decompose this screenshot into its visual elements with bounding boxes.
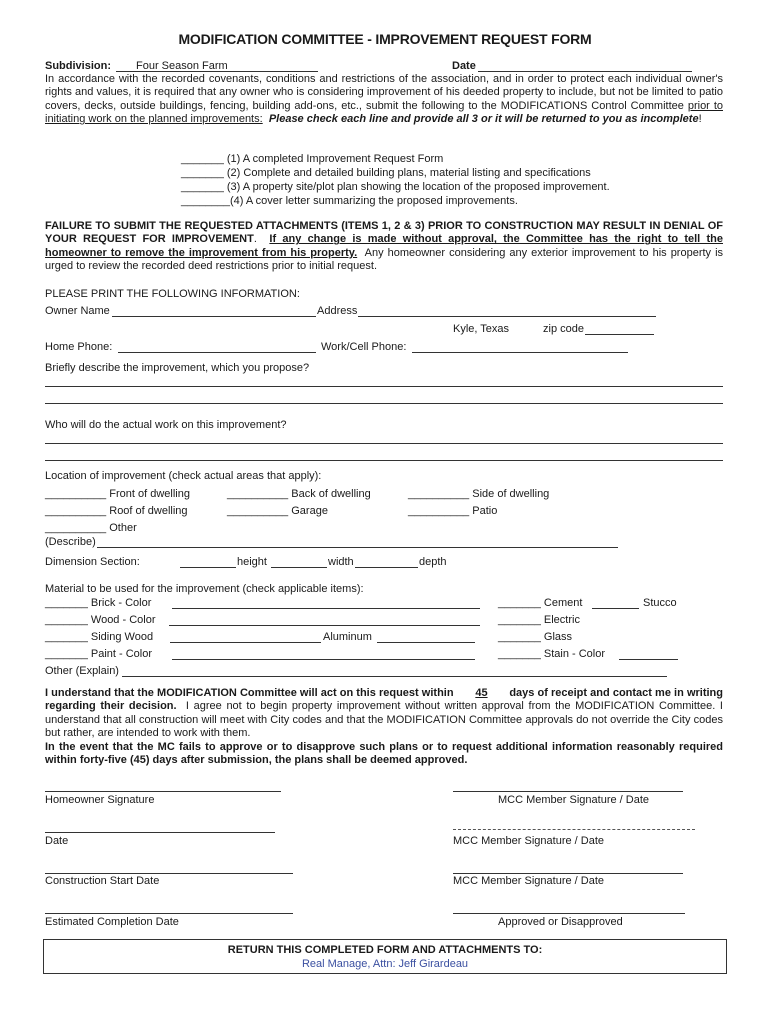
city-label: Kyle, Texas — [453, 323, 510, 335]
material-heading: Material to be used for the improvement (check applicable items): — [45, 583, 364, 595]
zip-field[interactable] — [585, 334, 654, 335]
homeowner-signature-label: Homeowner Signature — [45, 794, 155, 806]
agreement-bold-c: In the event that the MC fails to approve or to disapprove such plans or to request additional information reasonably required within forty-five (45) days after submission, the plans shall be deemed approved. — [45, 740, 723, 767]
subdivision-value[interactable]: Four Season Farm — [136, 60, 228, 72]
wood-color-field[interactable] — [169, 625, 480, 626]
who-field-line[interactable] — [45, 460, 723, 461]
location-describe-field[interactable] — [97, 547, 618, 548]
checklist-item[interactable]: ________(4) A cover letter summarizing the proposed improvements. — [181, 195, 518, 207]
agreement-plain: I agree not to begin property improvement without written approval from the MODIFICATION Committee. I understand that all construction will meet with City codes and that the MODIFICATION Committee approvals do not override the City codes but rather, are intended to work with them. — [45, 700, 723, 740]
work-phone-field[interactable] — [412, 352, 628, 353]
mcc-signature-label-2: MCC Member Signature / Date — [453, 835, 604, 847]
address-field[interactable] — [358, 316, 656, 317]
agreement-days: 45 — [475, 687, 488, 699]
material-cement[interactable]: _______ Cement — [498, 597, 583, 609]
mcc-signature-line-2[interactable] — [453, 829, 695, 830]
address-label: Address — [317, 305, 358, 317]
warning-paragraph — [45, 220, 723, 274]
who-field-line[interactable] — [45, 443, 723, 444]
work-phone-label: Work/Cell Phone: — [321, 341, 407, 353]
mcc-signature-label-3: MCC Member Signature / Date — [453, 875, 604, 887]
intro-end: ! — [698, 113, 702, 126]
location-front[interactable]: __________ Front of dwelling — [45, 488, 190, 500]
location-side[interactable]: __________ Side of dwelling — [408, 488, 550, 500]
date-signature-line[interactable] — [45, 832, 275, 833]
date-label: Date — [452, 60, 476, 72]
depth-field[interactable] — [355, 567, 418, 568]
material-other-field[interactable] — [122, 676, 667, 677]
return-label: RETURN THIS COMPLETED FORM AND ATTACHMENTS TO: — [227, 944, 543, 956]
width-field[interactable] — [271, 567, 327, 568]
completion-date-line[interactable] — [45, 913, 293, 914]
home-phone-field[interactable] — [118, 352, 316, 353]
construction-start-label: Construction Start Date — [45, 875, 160, 887]
warning-rest: Any homeowner considering any exterior improvement to his property is urged to review the recorded deed restrictions prior to initial request. — [45, 246, 724, 273]
return-recipient: Real Manage, Attn: Jeff Girardeau — [301, 958, 469, 970]
material-siding[interactable]: _______ Siding Wood — [45, 631, 154, 643]
location-garage[interactable]: __________ Garage — [227, 505, 328, 517]
date-signature-label: Date — [45, 835, 69, 847]
agreement-bold-b: days of receipt and contact me in writing regarding their decision. — [45, 687, 723, 713]
stain-color-field[interactable] — [619, 659, 678, 660]
homeowner-signature-line[interactable] — [45, 791, 281, 792]
subdivision-label: Subdivision: — [45, 60, 111, 72]
date-field-line[interactable] — [478, 71, 692, 72]
material-brick[interactable]: _______ Brick - Color — [45, 597, 152, 609]
location-heading: Location of improvement (check actual areas that apply): — [45, 470, 322, 482]
mcc-signature-line[interactable] — [453, 791, 683, 792]
aluminum-field[interactable] — [377, 642, 475, 643]
stucco-blank[interactable] — [592, 608, 639, 609]
intro-underlined: prior to initiating work on the planned improvements: — [45, 99, 723, 126]
material-stucco[interactable]: Stucco — [643, 597, 677, 609]
height-field[interactable] — [180, 567, 236, 568]
height-label: height — [237, 556, 267, 568]
agreement-paragraph — [45, 687, 723, 767]
dimension-label: Dimension Section: — [45, 556, 140, 568]
width-label: width — [328, 556, 354, 568]
describe-field-line[interactable] — [45, 386, 723, 387]
location-describe-label: (Describe) — [45, 536, 96, 548]
checklist-item[interactable]: _______ (3) A property site/plot plan showing the location of the proposed improvement. — [181, 181, 610, 193]
who-question: Who will do the actual work on this improvement? — [45, 419, 287, 431]
location-roof[interactable]: __________ Roof of dwelling — [45, 505, 188, 517]
intro-emphasis: Please check each line and provide all 3 or it will be returned to you as — [268, 113, 638, 126]
material-aluminum[interactable]: Aluminum — [323, 631, 372, 643]
intro-text: In accordance with the recorded covenants, conditions and restrictions of the association, and in order to protect each individual owner's rights and values, it is required that any owner who is considering improvement of his deeded property to include, but not be limited to patio covers, decks, outside buildings, fencing, building add-ons, etc., submit the following to the MODIFICATIONS Control Committee — [45, 73, 723, 112]
warning-change: If any change is made without approval, the Committee has the right to tell the homeowner to remove the improvement from his property. — [45, 233, 723, 259]
checklist-item[interactable]: _______ (1) A completed Improvement Request Form — [181, 153, 444, 165]
material-stain[interactable]: _______ Stain - Color — [498, 648, 606, 660]
paint-color-field[interactable] — [172, 659, 475, 660]
warning-bold: FAILURE TO SUBMIT THE REQUESTED ATTACHMENTS (ITEMS 1, 2 & 3) PRIOR TO CONSTRUCTION MAY RESULT IN DENIAL OF YOUR REQUEST FOR IMPROVEMENT — [45, 220, 723, 246]
construction-start-line[interactable] — [45, 873, 293, 874]
material-wood[interactable]: _______ Wood - Color — [45, 614, 156, 626]
agreement-bold-a: I understand that the MODIFICATION Committee will act on this request within — [45, 687, 454, 699]
approval-label: Approved or Disapproved — [498, 916, 623, 928]
material-other-label: Other (Explain) — [45, 665, 119, 677]
material-glass[interactable]: _______ Glass — [498, 631, 573, 643]
describe-field-line[interactable] — [45, 403, 723, 404]
material-paint[interactable]: _______ Paint - Color — [45, 648, 153, 660]
describe-question: Briefly describe the improvement, which you propose? — [45, 362, 310, 374]
owner-name-field[interactable] — [112, 316, 316, 317]
home-phone-label: Home Phone: — [45, 341, 113, 353]
owner-name-label: Owner Name — [45, 305, 110, 317]
intro-incomplete: incomplete — [640, 113, 699, 126]
material-electric[interactable]: _______ Electric — [498, 614, 580, 626]
location-patio[interactable]: __________ Patio — [408, 505, 498, 517]
intro-paragraph — [45, 73, 723, 127]
mcc-signature-label: MCC Member Signature / Date — [498, 794, 649, 806]
warning-dot: . — [253, 233, 257, 246]
depth-label: depth — [419, 556, 447, 568]
location-back[interactable]: __________ Back of dwelling — [227, 488, 371, 500]
brick-color-field[interactable] — [172, 608, 480, 609]
location-other[interactable]: __________ Other — [45, 522, 137, 534]
siding-wood-field[interactable] — [170, 642, 321, 643]
completion-date-label: Estimated Completion Date — [45, 916, 179, 928]
zip-label: zip code — [543, 323, 584, 335]
checklist-item[interactable]: _______ (2) Complete and detailed building plans, material listing and specifications — [181, 167, 591, 179]
approval-line[interactable] — [453, 913, 685, 914]
info-heading: PLEASE PRINT THE FOLLOWING INFORMATION: — [45, 288, 300, 300]
mcc-signature-line-3[interactable] — [453, 873, 683, 874]
page-title: MODIFICATION COMMITTEE - IMPROVEMENT REQUEST FORM — [178, 31, 592, 47]
